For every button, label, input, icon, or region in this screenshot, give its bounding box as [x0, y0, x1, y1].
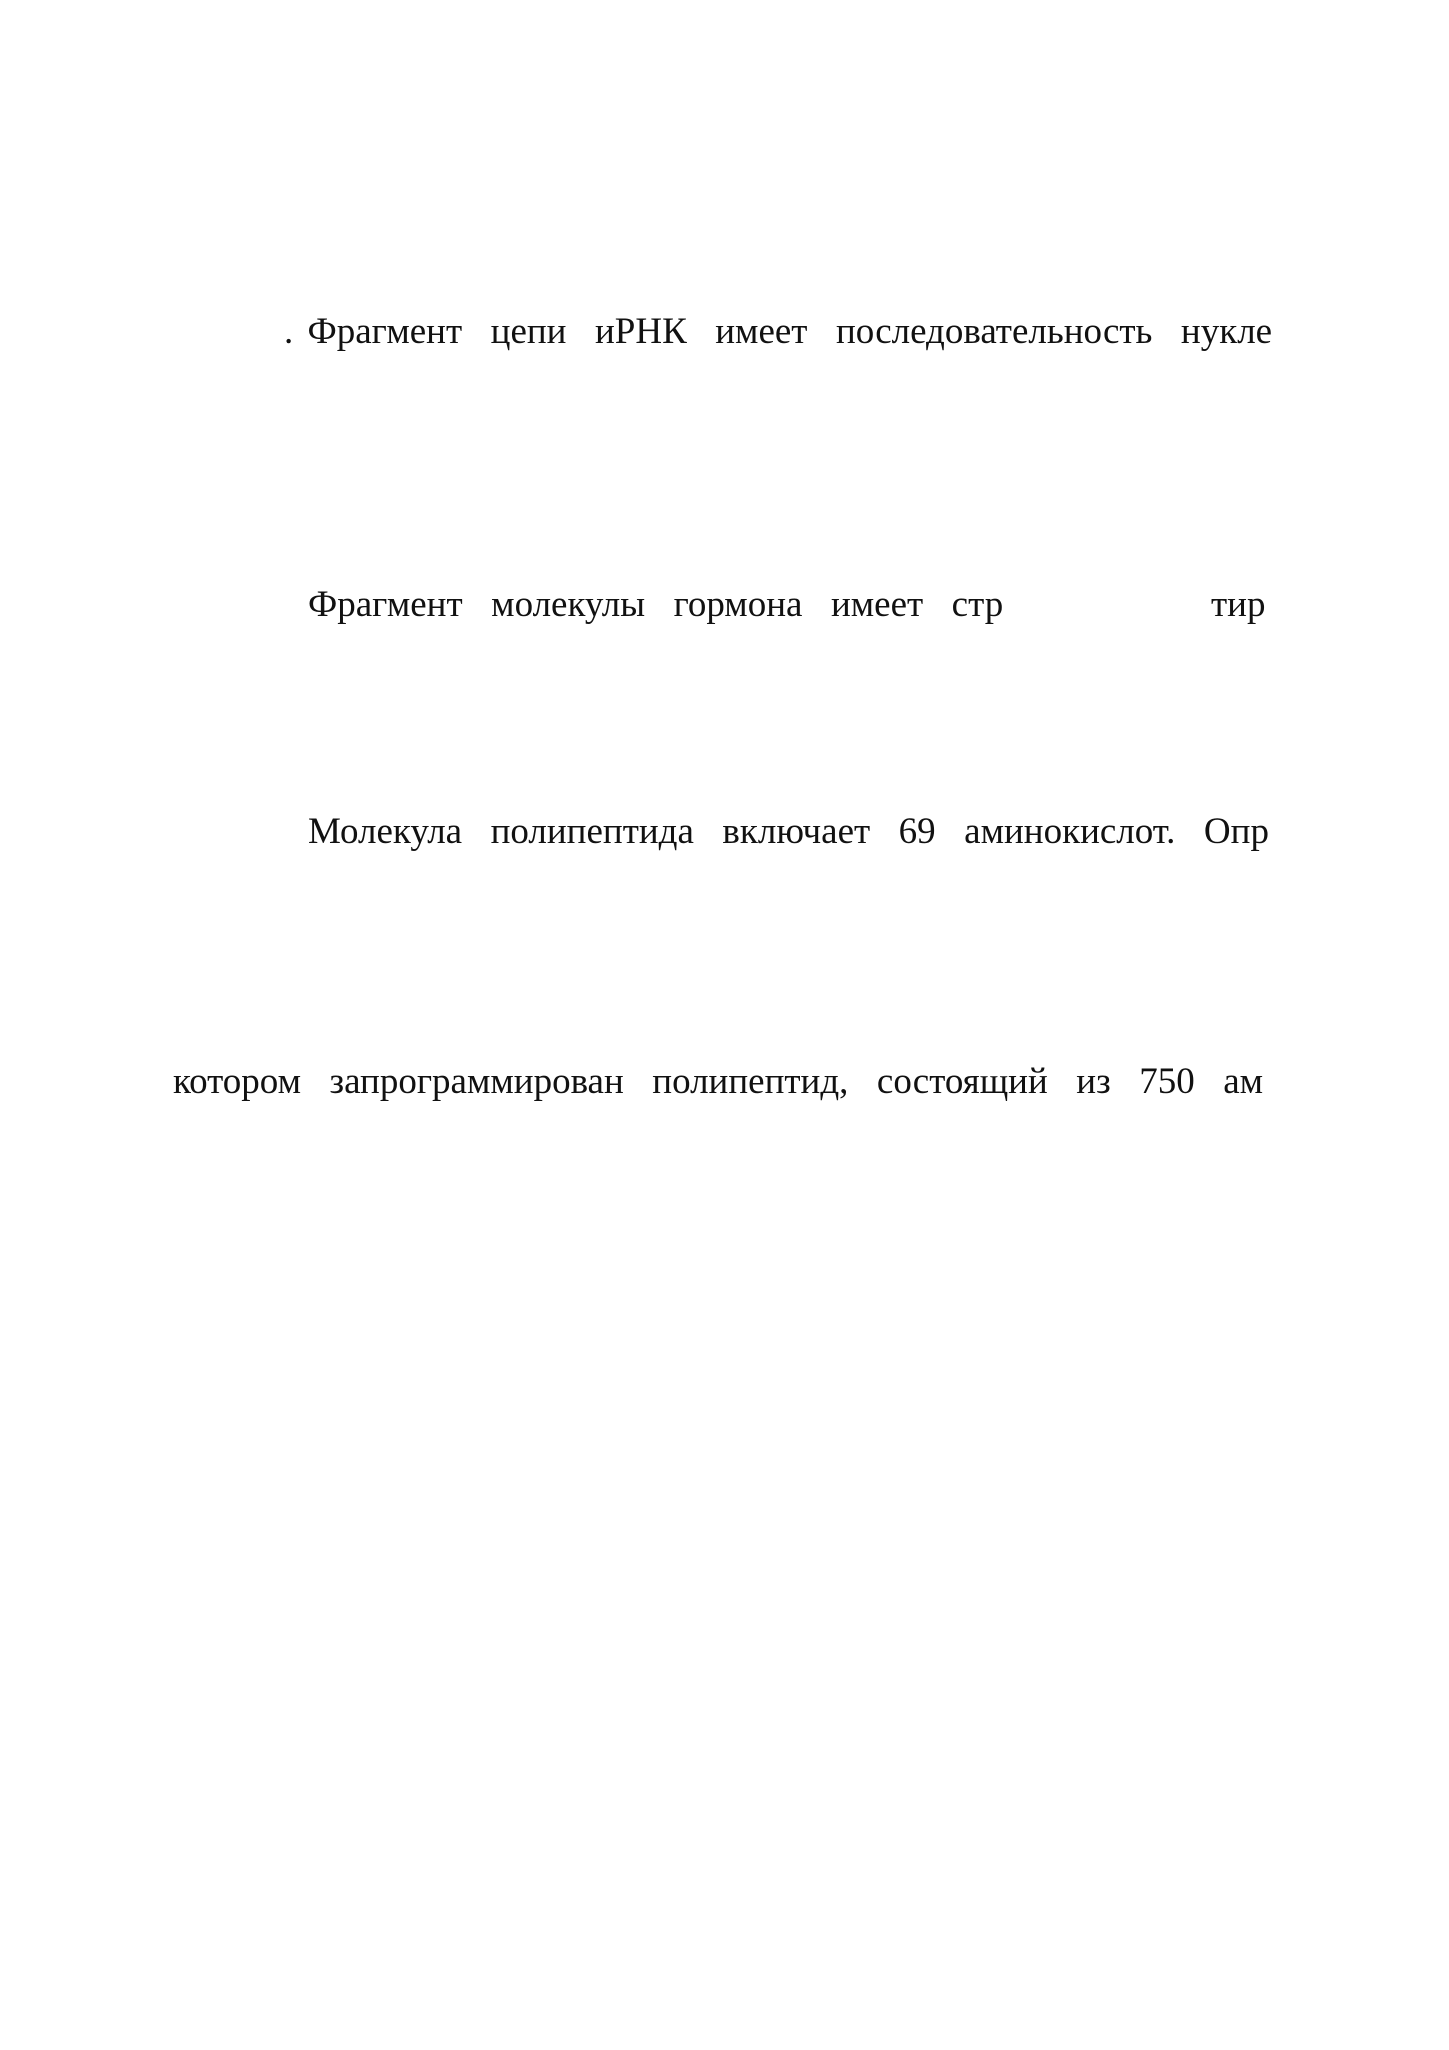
text-line-polypeptide-69: Молекула полипептида включает 69 аминокислот. Опр [308, 811, 1269, 852]
text-line-hormone-fragment-end: тир [1211, 584, 1266, 625]
text-line-mrna-fragment: . Фрагмент цепи иРНК имеет последовательность нукле [284, 311, 1273, 352]
text-line-hormone-fragment: Фрагмент молекулы гормона имеет стр [308, 584, 1004, 625]
text-line-polypeptide-750: котором запрограммирован полипептид, состоящий из 750 ам [173, 1061, 1264, 1102]
